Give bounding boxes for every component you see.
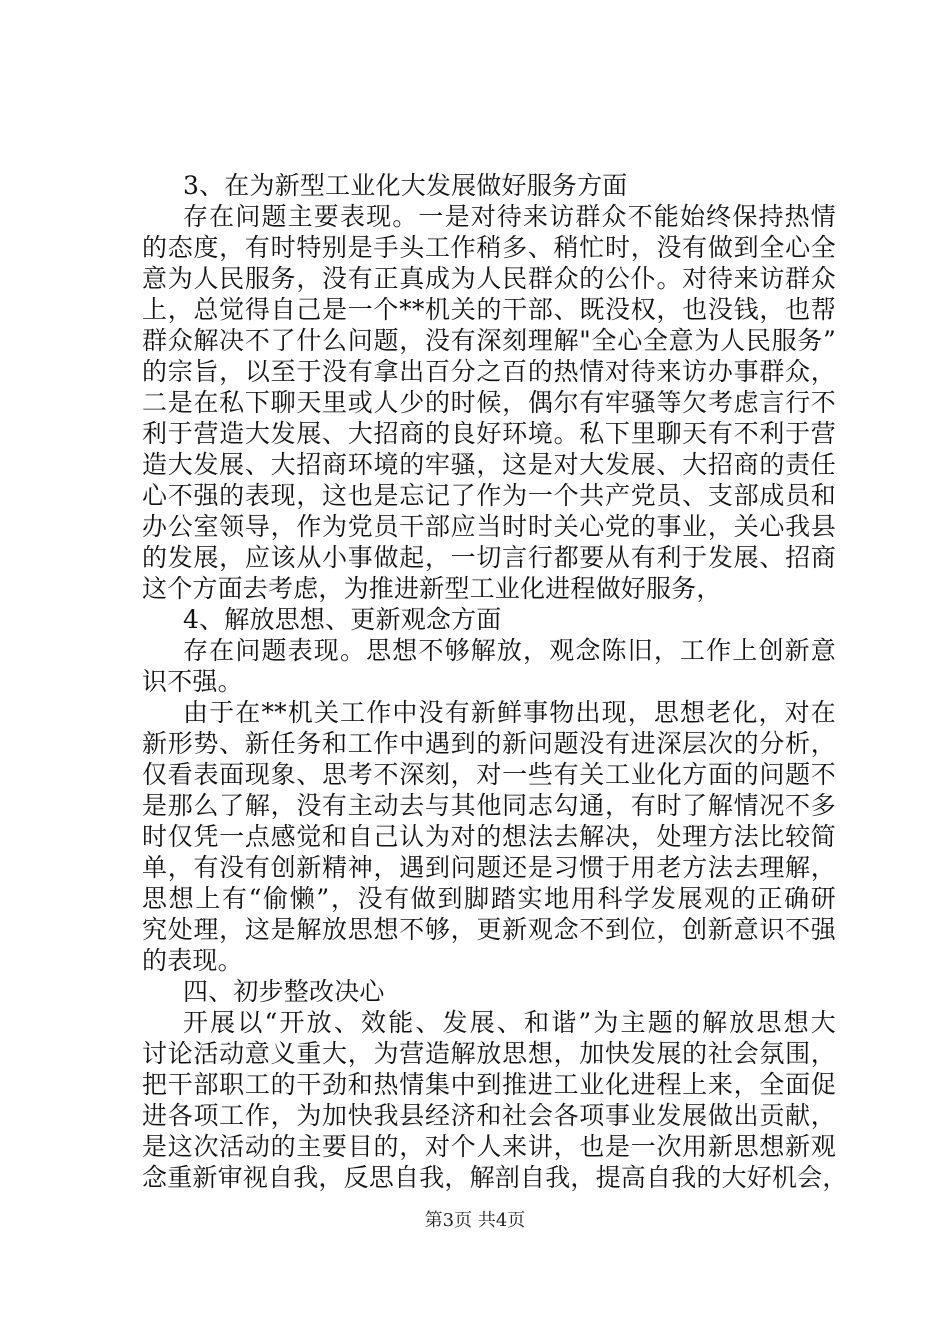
paragraph-line: 利于营造大发展、大招商的良好环境。私下里聊天有不利于营: [142, 419, 836, 448]
paragraph-line: 仅看表面现象、思考不深刻，对一些有关工业化方面的问题不: [142, 760, 836, 789]
paragraph-line: 意为人民服务，没有正真成为人民群众的公仆。对待来访群众: [142, 264, 836, 293]
paragraph-line: 念重新审视自我，反思自我，解剖自我，提高自我的大好机会，: [142, 1163, 848, 1192]
paragraph-line: 群众解决不了什么问题，没有深刻理解"全心全意为人民服务”: [142, 326, 836, 355]
paragraph-line: 二是在私下聊天里或人少的时候，偶尔有牢骚等欠考虑言行不: [142, 388, 836, 417]
paragraph-line: 办公室领导，作为党员干部应当时时关心党的事业，关心我县: [142, 512, 836, 541]
paragraph-line: 上，总觉得自己是一个**机关的干部、既没权，也没钱，也帮: [142, 295, 836, 324]
paragraph-line: 存在问题表现。思想不够解放，观念陈旧，工作上创新意: [183, 636, 836, 665]
section-heading-four: 四、初步整改决心: [183, 977, 385, 1006]
paragraph-line: 时仅凭一点感觉和自己认为对的想法去解决，处理方法比较简: [142, 822, 836, 851]
paragraph-line: 的发展，应该从小事做起，一切言行都要从有利于发展、招商: [142, 543, 836, 572]
paragraph-line: 是这次活动的主要目的，对个人来讲，也是一次用新思想新观: [142, 1132, 836, 1161]
paragraph-line: 存在问题主要表现。一是对待来访群众不能始终保持热情: [183, 202, 836, 231]
paragraph-line: 这个方面去考虑，为推进新型工业化进程做好服务，: [142, 574, 722, 603]
paragraph-line: 把干部职工的干劲和热情集中到推进工业化进程上来，全面促: [142, 1070, 836, 1099]
paragraph-line: 的态度，有时特别是手头工作稍多、稍忙时，没有做到全心全: [142, 233, 836, 262]
paragraph-line: 新形势、新任务和工作中遇到的新问题没有进深层次的分析，: [142, 729, 836, 758]
paragraph-line: 心不强的表现，这也是忘记了作为一个共产党员、支部成员和: [142, 481, 836, 510]
paragraph-line: 进各项工作，为加快我县经济和社会各项事业发展做出贡献，: [142, 1101, 836, 1130]
paragraph-line: 的表现。: [142, 946, 243, 975]
section-heading-3: 3、在为新型工业化大发展做好服务方面: [183, 171, 628, 200]
paragraph-line: 是那么了解，没有主动去与其他同志勾通，有时了解情况不多: [142, 791, 836, 820]
paragraph-line: 讨论活动意义重大，为营造解放思想，加快发展的社会氛围，: [142, 1039, 836, 1068]
paragraph-line: 思想上有“偷懒”，没有做到脚踏实地用科学发展观的正确研: [142, 884, 836, 913]
paragraph-line: 造大发展、大招商环境的牢骚，这是对大发展、大招商的责任: [142, 450, 836, 479]
paragraph-line: 开展以“开放、效能、发展、和谐”为主题的解放思想大: [183, 1008, 836, 1037]
paragraph-line: 究处理，这是解放思想不够，更新观念不到位，创新意识不强: [142, 915, 836, 944]
section-heading-4: 4、解放思想、更新观念方面: [183, 605, 502, 634]
page-footer: 第3页 共4页: [424, 1210, 526, 1231]
paragraph-line: 识不强。: [142, 667, 243, 696]
document-body: [142, 170, 848, 1193]
paragraph-line: 的宗旨，以至于没有拿出百分之百的热情对待来访办事群众，: [142, 357, 836, 386]
paragraph-line: 由于在**机关工作中没有新鲜事物出现，思想老化，对在: [183, 698, 836, 727]
paragraph-line: 单，有没有创新精神，遇到问题还是习惯于用老方法去理解，: [142, 853, 836, 882]
